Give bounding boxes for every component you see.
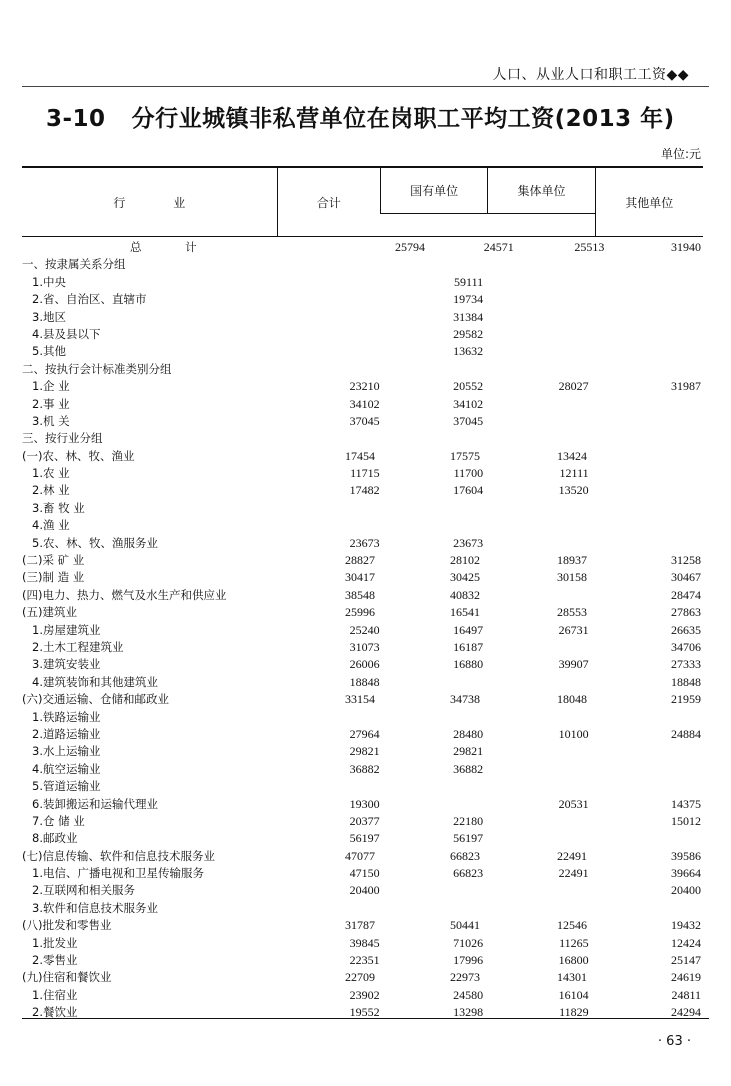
cell-other <box>597 326 703 343</box>
table-bottom-rule <box>22 1018 709 1019</box>
row-industry-label: 2.事 业 <box>32 396 70 411</box>
cell-total: 23673 <box>349 535 380 550</box>
table-number: 3-10 <box>46 106 106 132</box>
row-industry-label: 1.批发业 <box>32 935 78 950</box>
cell-state-owned: 34102 <box>453 396 484 411</box>
row-industry-label: 4.县及县以下 <box>32 326 101 341</box>
row-industry-label: 5.农、林、牧、渔服务业 <box>32 535 158 550</box>
cell-collective: 11829 <box>559 1005 589 1020</box>
cell-collective <box>491 500 597 517</box>
table-row <box>22 691 703 708</box>
row-industry-label: 2.林 业 <box>32 483 70 498</box>
cell-total: 38548 <box>345 587 375 602</box>
cell-other <box>597 343 703 360</box>
cell-state-owned: 56197 <box>453 831 484 846</box>
row-industry-label: 4.航空运输业 <box>32 761 101 776</box>
cell-state-owned: 59111 <box>454 274 484 289</box>
cell-state-owned: 22973 <box>450 970 480 985</box>
cell-collective <box>491 274 597 291</box>
cell-total <box>284 326 386 343</box>
row-industry-label: 2.互联网和相关服务 <box>32 883 135 898</box>
cell-other: 18848 <box>671 674 702 689</box>
cell-total: 30417 <box>345 570 375 585</box>
table-row <box>22 535 703 552</box>
cell-other: 26635 <box>671 622 702 637</box>
cell-other: 31940 <box>671 240 701 254</box>
cell-collective <box>488 361 595 378</box>
cell-state-owned <box>386 796 492 813</box>
cell-state-owned: 16187 <box>453 639 484 654</box>
row-industry-label: (七)信息传输、软件和信息技术服务业 <box>22 848 215 863</box>
cell-other <box>597 743 703 760</box>
cell-collective: 10100 <box>558 726 589 741</box>
cell-total <box>284 274 386 291</box>
cell-total <box>284 343 386 360</box>
row-industry-label: 5.管道运输业 <box>32 779 101 794</box>
row-industry-label: 3.地区 <box>32 309 66 324</box>
cell-state-owned <box>381 430 488 447</box>
cell-state-owned: 23673 <box>453 535 484 550</box>
table-row <box>22 743 703 760</box>
table-row <box>22 709 703 726</box>
cell-total: 27964 <box>349 726 380 741</box>
cell-total <box>284 709 386 726</box>
cell-collective: 13520 <box>558 483 589 498</box>
cell-state-owned <box>386 674 492 691</box>
cell-total: 31073 <box>349 639 380 654</box>
header-other: 其他单位 <box>595 168 703 236</box>
cell-state-owned: 66823 <box>453 866 484 881</box>
cell-collective <box>491 535 597 552</box>
table-row <box>22 448 703 465</box>
table-row <box>22 622 703 639</box>
table-row <box>22 396 703 413</box>
row-industry-label: 总 计 <box>130 240 217 254</box>
table-row <box>22 987 703 1004</box>
row-industry-label: 2.零售业 <box>32 953 78 968</box>
table-row <box>22 848 703 865</box>
cell-collective: 30158 <box>557 570 587 585</box>
cell-total <box>284 309 386 326</box>
cell-other: 28474 <box>671 587 701 602</box>
cell-other <box>597 709 703 726</box>
table-row <box>22 517 703 534</box>
cell-collective <box>491 900 597 917</box>
table-row <box>22 917 703 934</box>
cell-other: 20400 <box>671 883 702 898</box>
row-industry-label: 1.房屋建筑业 <box>32 622 101 637</box>
row-industry-label: (九)住宿和餐饮业 <box>22 970 112 985</box>
cell-other <box>597 778 703 795</box>
cell-state-owned: 37045 <box>453 413 484 428</box>
table-row <box>22 639 703 656</box>
cell-state-owned: 30425 <box>450 570 480 585</box>
row-industry-label: (六)交通运输、仓储和邮政业 <box>22 692 169 707</box>
cell-state-owned: 16880 <box>453 657 484 672</box>
cell-total: 56197 <box>349 831 380 846</box>
cell-state-owned: 16497 <box>453 622 484 637</box>
cell-collective <box>491 830 597 847</box>
cell-other <box>597 761 703 778</box>
cell-state-owned <box>386 882 492 899</box>
table-row <box>22 569 703 586</box>
table-row <box>22 778 703 795</box>
cell-collective: 14301 <box>557 970 587 985</box>
row-industry-label: 1.农 业 <box>32 466 70 481</box>
cell-total: 23902 <box>349 987 380 1002</box>
row-industry-label: 3.建筑安装业 <box>32 657 101 672</box>
cell-total: 19552 <box>349 1005 380 1020</box>
row-industry-label: 1.中央 <box>32 274 66 289</box>
cell-other: 39664 <box>671 866 702 881</box>
cell-state-owned <box>386 778 492 795</box>
cell-collective <box>491 761 597 778</box>
row-industry-label: (四)电力、热力、燃气及水生产和供应业 <box>22 587 227 602</box>
cell-other: 34706 <box>671 639 702 654</box>
row-industry-label: 1.铁路运输业 <box>32 709 101 724</box>
cell-total: 47150 <box>349 866 380 881</box>
table-row <box>22 952 703 969</box>
cell-other <box>595 361 703 378</box>
table-row <box>22 935 703 952</box>
cell-total: 17482 <box>349 483 380 498</box>
table-row <box>22 552 703 569</box>
table-row <box>22 326 703 343</box>
cell-other <box>597 517 703 534</box>
cell-collective <box>491 517 597 534</box>
cell-state-owned <box>381 361 488 378</box>
cell-collective: 18048 <box>557 692 587 707</box>
cell-other: 30467 <box>671 570 701 585</box>
cell-other: 39586 <box>671 848 701 863</box>
table-row <box>22 413 703 430</box>
table-row <box>22 500 703 517</box>
cell-total: 17454 <box>345 448 375 463</box>
row-industry-label: 二、按执行会计标准类别分组 <box>22 361 172 376</box>
header-collective: 集体单位 <box>487 168 594 214</box>
cell-total: 25996 <box>345 605 375 620</box>
cell-total: 28827 <box>345 553 375 568</box>
cell-total <box>278 430 381 447</box>
cell-total: 39845 <box>349 935 380 950</box>
row-industry-label: 4.建筑装饰和其他建筑业 <box>32 674 158 689</box>
cell-other: 24619 <box>671 970 701 985</box>
table-row <box>22 309 703 326</box>
cell-state-owned <box>386 517 492 534</box>
row-industry-label: 1.住宿业 <box>32 987 78 1002</box>
cell-other: 14375 <box>671 796 702 811</box>
cell-state-owned: 16541 <box>450 605 480 620</box>
table-body <box>22 239 703 1022</box>
cell-collective <box>491 813 597 830</box>
table-row <box>22 761 703 778</box>
table-row <box>22 256 703 273</box>
cell-state-owned: 40832 <box>450 587 480 602</box>
cell-collective <box>491 291 597 308</box>
cell-other <box>595 448 703 465</box>
cell-total <box>284 500 386 517</box>
cell-state-owned: 19734 <box>453 292 484 307</box>
table-row <box>22 604 703 621</box>
cell-other: 19432 <box>671 918 701 933</box>
table-row <box>22 796 703 813</box>
cell-state-owned: 28102 <box>450 553 480 568</box>
cell-other: 31987 <box>671 379 702 394</box>
row-industry-label: 一、按隶属关系分组 <box>22 257 126 272</box>
cell-other <box>597 274 703 291</box>
cell-other: 15012 <box>671 813 702 828</box>
header-industry: 行 业 <box>113 195 208 210</box>
table-row <box>22 969 703 986</box>
table-row <box>22 274 703 291</box>
cell-total: 37045 <box>349 413 380 428</box>
table-row <box>22 482 703 499</box>
cell-total: 22351 <box>349 953 380 968</box>
cell-other <box>597 482 703 499</box>
table-row <box>22 830 703 847</box>
row-industry-label: 5.其他 <box>32 344 66 359</box>
cell-collective: 11265 <box>559 935 589 950</box>
table-title-text: 分行业城镇非私营单位在岗职工平均工资(2013 年) <box>131 106 675 132</box>
table-header <box>22 168 703 237</box>
cell-total: 22709 <box>345 970 375 985</box>
cell-other: 24294 <box>671 1005 702 1020</box>
table-row <box>22 587 703 604</box>
cell-total: 18848 <box>349 674 380 689</box>
cell-total: 20377 <box>349 813 380 828</box>
cell-total <box>284 291 386 308</box>
cell-state-owned: 24580 <box>453 987 484 1002</box>
cell-collective: 26731 <box>558 622 589 637</box>
table-title <box>46 100 675 133</box>
cell-state-owned: 17996 <box>453 953 484 968</box>
cell-collective <box>491 396 597 413</box>
cell-state-owned: 13298 <box>453 1005 484 1020</box>
cell-collective: 18937 <box>557 553 587 568</box>
row-industry-label: 1.企 业 <box>32 379 70 394</box>
cell-collective: 16800 <box>558 953 589 968</box>
cell-collective <box>491 674 597 691</box>
cell-collective: 22491 <box>558 866 589 881</box>
table-row <box>22 430 703 447</box>
unit-label: 单位:元 <box>660 147 701 161</box>
row-industry-label: 三、按行业分组 <box>22 431 103 446</box>
header-total: 合计 <box>277 168 380 236</box>
cell-state-owned: 20552 <box>453 379 484 394</box>
row-industry-label: 3.机 关 <box>32 413 70 428</box>
cell-collective: 28027 <box>558 379 589 394</box>
cell-collective <box>491 743 597 760</box>
running-head: 人口、从业人口和职工工资◆◆ <box>492 67 689 83</box>
table-row <box>22 900 703 917</box>
table-row <box>22 865 703 882</box>
cell-other <box>597 309 703 326</box>
row-industry-label: 4.渔 业 <box>32 518 70 533</box>
cell-other: 31258 <box>671 553 701 568</box>
row-industry-label: 8.邮政业 <box>32 831 78 846</box>
cell-state-owned: 28480 <box>453 726 484 741</box>
cell-state-owned <box>386 709 492 726</box>
cell-other: 24811 <box>671 987 702 1002</box>
cell-total <box>284 778 386 795</box>
table-row <box>22 361 703 378</box>
cell-state-owned: 66823 <box>450 848 480 863</box>
cell-total: 23210 <box>349 379 380 394</box>
row-industry-label: 3.畜 牧 业 <box>32 500 85 515</box>
cell-other <box>597 500 703 517</box>
cell-collective <box>491 413 597 430</box>
cell-other: 27333 <box>671 657 702 672</box>
row-industry-label: 2.餐饮业 <box>32 1005 78 1020</box>
cell-total: 47077 <box>345 848 375 863</box>
cell-total: 11715 <box>350 466 380 481</box>
cell-other <box>597 830 703 847</box>
cell-collective: 12111 <box>559 466 589 481</box>
row-industry-label: 2.道路运输业 <box>32 726 101 741</box>
cell-collective <box>488 587 595 604</box>
cell-state-owned <box>386 500 492 517</box>
cell-state-owned: 50441 <box>450 918 480 933</box>
cell-total: 20400 <box>349 883 380 898</box>
cell-state-owned: 13632 <box>453 344 484 359</box>
cell-collective: 22491 <box>557 848 587 863</box>
cell-other <box>595 430 703 447</box>
page-number: · 63 · <box>657 1034 691 1049</box>
cell-state-owned: 29821 <box>453 744 484 759</box>
cell-other <box>597 900 703 917</box>
table-row <box>22 882 703 899</box>
row-industry-label: 6.装卸搬运和运输代理业 <box>32 796 158 811</box>
cell-other <box>595 256 703 273</box>
row-industry-label: (八)批发和零售业 <box>22 918 112 933</box>
cell-total <box>278 361 381 378</box>
cell-collective: 13424 <box>557 448 587 463</box>
cell-other <box>597 465 703 482</box>
row-industry-label: 2.土木工程建筑业 <box>32 639 124 654</box>
row-industry-label: 3.水上运输业 <box>32 744 101 759</box>
table-row <box>22 291 703 308</box>
row-industry-label: 3.软件和信息技术服务业 <box>32 900 158 915</box>
cell-collective: 39907 <box>558 657 589 672</box>
cell-state-owned: 24571 <box>483 240 514 254</box>
table-row <box>22 465 703 482</box>
cell-collective <box>491 778 597 795</box>
table-row <box>22 378 703 395</box>
cell-other <box>597 291 703 308</box>
cell-collective <box>491 639 597 656</box>
cell-collective <box>491 709 597 726</box>
cell-state-owned: 17575 <box>450 448 480 463</box>
cell-state-owned: 36882 <box>453 761 484 776</box>
row-industry-label: (二)采 矿 业 <box>22 553 85 568</box>
row-industry-label: 7.仓 储 业 <box>32 813 85 828</box>
table-row <box>22 813 703 830</box>
cell-state-owned: 34738 <box>450 692 480 707</box>
cell-other <box>597 396 703 413</box>
cell-state-owned: 71026 <box>453 935 484 950</box>
cell-total: 19300 <box>349 796 380 811</box>
cell-collective: 16104 <box>558 987 589 1002</box>
table-row <box>22 343 703 360</box>
row-industry-label: (三)制 造 业 <box>22 570 85 585</box>
cell-total: 33154 <box>345 692 375 707</box>
cell-total: 31787 <box>345 918 375 933</box>
cell-other: 12424 <box>671 935 702 950</box>
cell-collective <box>491 326 597 343</box>
row-industry-label: 2.省、自治区、直辖市 <box>32 292 147 307</box>
table-row <box>22 239 703 256</box>
cell-state-owned: 11700 <box>453 466 484 481</box>
cell-other <box>597 535 703 552</box>
cell-total <box>284 517 386 534</box>
table-row <box>22 656 703 673</box>
row-industry-label: 1.电信、广播电视和卫星传输服务 <box>32 866 204 881</box>
cell-total: 25794 <box>394 240 425 254</box>
cell-total: 26006 <box>349 657 380 672</box>
cell-state-owned: 22180 <box>453 813 484 828</box>
cell-collective: 20531 <box>558 796 589 811</box>
cell-state-owned: 31384 <box>453 309 484 324</box>
table-row <box>22 726 703 743</box>
row-industry-label: (一)农、林、牧、渔业 <box>22 448 135 463</box>
row-industry-label: (五)建筑业 <box>22 605 77 620</box>
cell-other: 25147 <box>671 953 702 968</box>
wage-table <box>22 166 703 1022</box>
cell-collective: 28553 <box>557 605 587 620</box>
cell-collective <box>488 256 595 273</box>
header-state-owned: 国有单位 <box>380 168 487 214</box>
cell-state-owned: 17604 <box>453 483 484 498</box>
cell-state-owned <box>386 900 492 917</box>
cell-collective: 25513 <box>574 240 605 254</box>
cell-total: 34102 <box>349 396 380 411</box>
cell-collective <box>488 430 595 447</box>
cell-collective: 12546 <box>557 918 587 933</box>
cell-total: 36882 <box>349 761 380 776</box>
header-rule <box>22 86 709 87</box>
cell-other: 21959 <box>671 692 701 707</box>
table-row <box>22 674 703 691</box>
cell-total <box>284 900 386 917</box>
cell-collective <box>491 309 597 326</box>
cell-state-owned: 29582 <box>453 326 484 341</box>
cell-collective <box>491 882 597 899</box>
cell-total: 25240 <box>349 622 380 637</box>
cell-collective <box>491 343 597 360</box>
cell-other: 27863 <box>671 605 701 620</box>
cell-total <box>278 256 381 273</box>
cell-other <box>597 413 703 430</box>
cell-other: 24884 <box>671 726 702 741</box>
cell-total: 29821 <box>349 744 380 759</box>
cell-state-owned <box>381 256 488 273</box>
